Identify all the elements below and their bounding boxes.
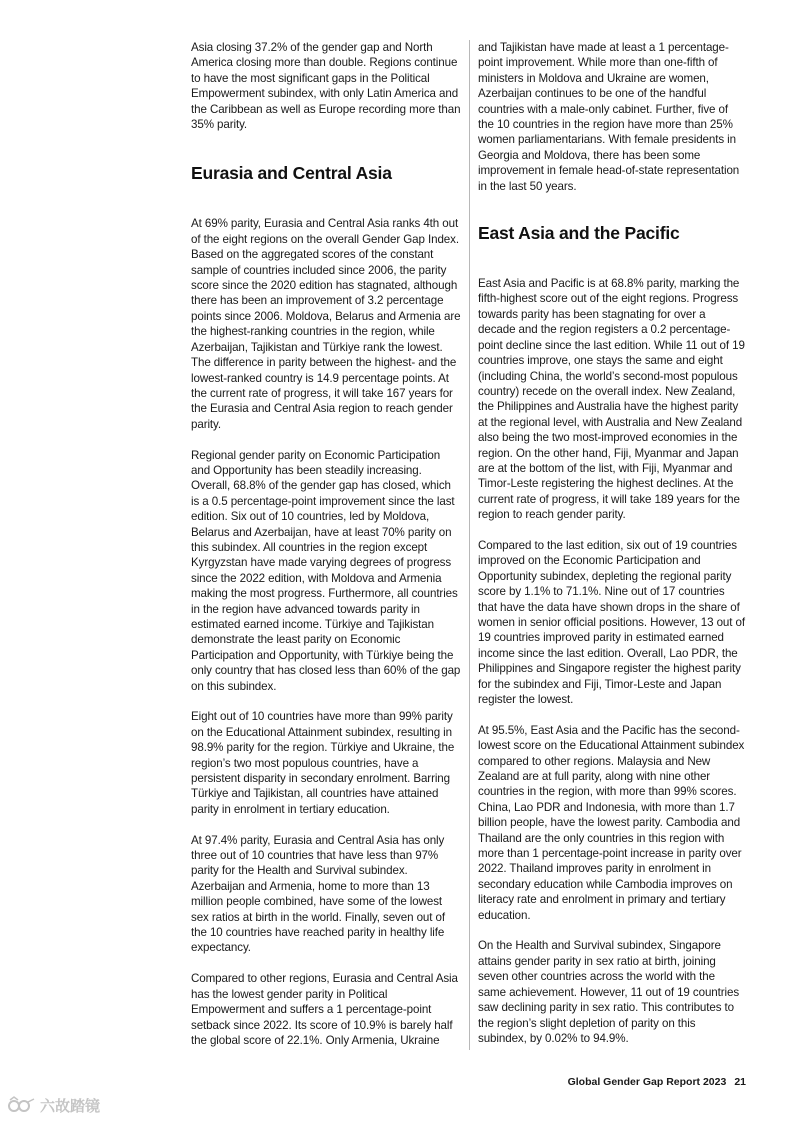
body-paragraph: Compared to the last edition, six out of 19 countries improved on the Economic Participation and Opportunity subindex, depleting the regional parity score by 1.1% to 71.1%. Nine out of 17 countries that have the data have shown drops in the share of women in senior official positions. However, 13 out of 19 countries improved parity in estimated earned income since the last edition. Overall, Lao PDR, the Philippines and Singapore register the highest parity for the subindex and Fiji, Timor-Leste and Japan register the lowest. bbox=[478, 538, 745, 707]
left-intro-paragraph: Asia closing 37.2% of the gender gap and North America closing more than double. Regions continue to have the most significant gaps in the Political Empowerment subindex, with only Latin America and the Caribbean as well as Europe recording more than 35% parity. bbox=[191, 41, 461, 132]
body-paragraph: Eight out of 10 countries have more than 99% parity on the Educational Attainment subindex, resulting in 98.9% parity for the region. Türkiye and Ukraine, the region’s two most populous countries, have a persistent disparity in secondary enrolment. Barring Türkiye and Tajikistan, all countries have attained parity in enrolment in tertiary education. bbox=[191, 710, 455, 816]
watermark-text: 六故踏镜 bbox=[40, 1097, 101, 1115]
body-paragraph: At 97.4% parity, Eurasia and Central Asia has only three out of 10 countries that have less than 97% parity for the Health and Survival subindex. Azerbaijan and Armenia, home to more than 13 million people combined, have some of the lowest sex ratios at birth in the world. Finally, seven out of the 10 countries have reached parity in healthy life expectancy. bbox=[191, 833, 445, 955]
body-paragraph: On the Health and Survival subindex, Singapore attains gender parity in sex ratio at birth, joining seven other countries across the world with the same achievement. However, 11 out of 19 countries saw declining parity in sex ratio. This contributes to the region’s slight depletion of parity on this subindex, by 0.02% to 94.9%. bbox=[478, 939, 740, 1045]
page-footer bbox=[560, 1076, 746, 1088]
tiger-logo-icon bbox=[8, 1096, 36, 1114]
left-column bbox=[191, 40, 461, 1048]
column-divider bbox=[469, 40, 470, 1050]
body-paragraph: East Asia and Pacific is at 68.8% parity, marking the fifth-highest score out of the eight regions. Progress towards parity has been stagnating for over a decade and the region registers a 0.2 percentage-point decline since the last edition. While 11 out of 19 countries improve, one stays the same and eight (including China, the world’s second-most populous country) recede on the overall index. New Zealand, the Philippines and Australia have the highest parity at the regional level, with Australia and New Zealand also being the two most-improved economies in the region. On the other hand, Fiji, Myanmar and Japan are at the bottom of the list, with Fiji, Myanmar and Timor-Leste registering the highest declines. At the current rate of progress, it will take 189 years for the region to reach gender parity. bbox=[478, 277, 745, 522]
page-number: 21 bbox=[734, 1076, 746, 1088]
body-paragraph: Regional gender parity on Economic Participation and Opportunity has been steadily increasing. Overall, 68.8% of the gender gap has closed, which is a 0.5 percentage-point improvement since the last edition. Six out of 10 countries, led by Moldova, Belarus and Azerbaijan, have at least 70% parity on this subindex. All countries in the region except Kyrgyzstan have made varying degrees of progress since the 2022 edition, with Moldova and Armenia making the most progress. Furthermore, all countries in the region have advanced towards parity in estimated earned income. Türkiye and Tajikistan demonstrate the least parity on Economic Participation and Opportunity, with Türkiye being the only country that has closed less than 60% of the gap on this subindex. bbox=[191, 448, 461, 693]
watermark bbox=[8, 1094, 100, 1116]
right-intro-paragraph: and Tajikistan have made at least a 1 percentage-point improvement. While more than one-fifth of ministers in Moldova and Ukraine are women, Azerbaijan continues to be one of the handful countries with a male-only cabinet. Further, five of the 10 countries in the region have more than 25% women parliamentarians. With female presidents in Georgia and Moldova, there has been some improvement in female head-of-state representation in the last 50 years. bbox=[478, 41, 740, 193]
section-heading-eurasia: Eurasia and Central Asia bbox=[191, 163, 392, 184]
right-column bbox=[478, 40, 746, 1046]
section-heading-east-asia: East Asia and the Pacific bbox=[478, 223, 680, 244]
body-paragraph: At 95.5%, East Asia and the Pacific has the second-lowest score on the Educational Attainment subindex compared to other regions. Malaysia and New Zealand are at full parity, along with nine other countries in the region, with more than 99% scores. China, Lao PDR and Indonesia, with more than 1.7 billion people, have the lowest parity. Cambodia and Thailand are the only countries in this region with more than 1 percentage-point increase in parity over 2022. Thailand improves parity in enrolment in secondary education while Cambodia improves on literacy rate and enrolment in primary and tertiary education. bbox=[478, 723, 745, 922]
body-paragraph: At 69% parity, Eurasia and Central Asia ranks 4th out of the eight regions on the overall Gender Gap Index. Based on the aggregated scores of the constant sample of countries included since 2006, the parity score since the 2020 edition has stagnated, although there has been an improvement of 3.2 percentage points since 2006. Moldova, Belarus and Armenia are the highest-ranking countries in the region, while Azerbaijan, Tajikistan and Türkiye rank the lowest. The difference in parity between the highest- and the lowest-ranked country is 14.9 percentage points. At the current rate of progress, it will take 167 years for the Eurasia and Central Asia region to reach gender parity. bbox=[191, 217, 461, 431]
body-paragraph: Compared to other regions, Eurasia and Central Asia has the lowest gender parity in Political Empowerment and suffers a 1 percentage-point setback since 2022. Its score of 10.9% is barely half the global score of 22.1%. Only Armenia, Ukraine bbox=[191, 972, 458, 1047]
report-title: Global Gender Gap Report 2023 bbox=[567, 1076, 727, 1088]
